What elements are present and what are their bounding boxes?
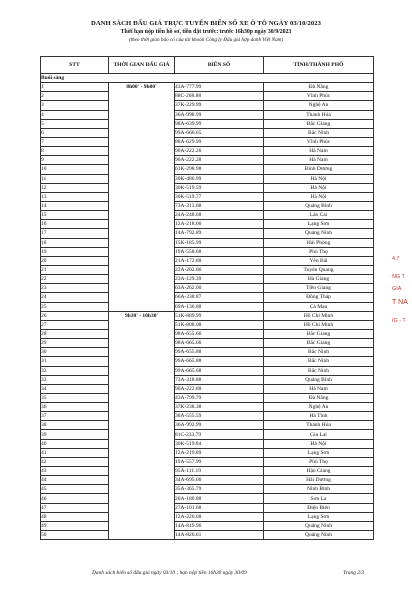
cell-stt: 37 [41,412,109,421]
table-row [41,384,374,393]
cell-plate: 99A-666.65 [175,128,264,137]
cell-city: Hải Phòng [264,238,374,247]
cell-plate: 14A-819.96 [175,521,264,530]
table-row [41,521,374,530]
cell-city: Bắc Giang [264,329,374,338]
cell-time-slot: 8h00' - 9h00' [109,83,175,312]
cell-city: Quảng Ninh [264,531,374,540]
cell-plate: 73A-318.88 [175,375,264,384]
table-row [41,448,374,457]
cell-city: Lạng Sơn [264,512,374,521]
cell-city: Đà Nẵng [264,83,374,92]
table-row [41,329,374,338]
table-row [41,174,374,183]
cell-city: Bắc Ninh [264,348,374,357]
margin-stamp-line5: IG - T [392,318,406,324]
cell-city: Quảng Bình [264,375,374,384]
cell-city: Bình Dương [264,165,374,174]
cell-stt: 13 [41,192,109,201]
cell-stt: 25 [41,302,109,311]
cell-plate: 30K-519.77 [175,192,264,201]
footer-note: Danh sách biển số đấu giá ngày 03/10 ; hạn nộp tiền 16h30 ngày 30/09 [92,570,247,576]
deadline-line: Thời hạn nộp tiền hồ sơ, tiền đặt trước: trước 16h30p ngày 30/9/2023 [120,29,292,35]
cell-stt: 2 [41,92,109,101]
cell-stt: 28 [41,329,109,338]
cell-city: Yên Bái [264,256,374,265]
cell-plate: 19A-557.99 [175,457,264,466]
table-row [41,302,374,311]
cell-stt: 16 [41,220,109,229]
cell-plate: 12A-218.66 [175,220,264,229]
table-row [41,357,374,366]
cell-plate: 90A-222.26 [175,147,264,156]
cell-stt: 44 [41,476,109,485]
cell-plate: 90A-222.28 [175,156,264,165]
cell-stt: 24 [41,293,109,302]
cell-city: Điện Biên [264,503,374,512]
table-row [41,192,374,201]
table-row [41,183,374,192]
cell-city: Hồ Chí Minh [264,311,374,320]
cell-city: Cà Mau [264,302,374,311]
cell-plate: 81C-233.79 [175,430,264,439]
cell-plate: 15K-185.99 [175,238,264,247]
cell-stt: 4 [41,110,109,119]
cell-plate: 63A-262.00 [175,284,264,293]
cell-plate: 27A-101.68 [175,503,264,512]
cell-city: Vĩnh Phúc [264,92,374,101]
cell-plate: 98A-655.66 [175,329,264,338]
cell-stt: 5 [41,119,109,128]
cell-stt: 10 [41,165,109,174]
cell-city: Hà Giang [264,275,374,284]
cell-plate: 30K-519.84 [175,439,264,448]
cell-plate: 26A-180.88 [175,494,264,503]
cell-plate: 98A-639.99 [175,119,264,128]
cell-city: Hà Nam [264,156,374,165]
cell-city: Hà Nam [264,384,374,393]
cell-plate: 43A-777.99 [175,83,264,92]
table-row [41,293,374,302]
table-row [41,494,374,503]
table-row [41,238,374,247]
table-row [41,229,374,238]
column-header-city: TỈNH/THÀNH PHỐ [264,57,374,74]
table-row [41,375,374,384]
column-header-stt: STT [41,57,109,74]
cell-stt: 49 [41,521,109,530]
table-row [41,265,374,274]
table-row [41,348,374,357]
cell-plate: 99A-665.68 [175,366,264,375]
cell-stt: 1 [41,83,109,92]
cell-city: Phú Thọ [264,247,374,256]
cell-city: Gia Lai [264,430,374,439]
cell-city: Quảng Ninh [264,229,374,238]
session-label: Buổi sáng [41,74,374,83]
cell-stt: 19 [41,247,109,256]
table-row [41,366,374,375]
cell-plate: 66A-238.87 [175,293,264,302]
cell-stt: 11 [41,174,109,183]
cell-stt: 41 [41,448,109,457]
table-row [41,430,374,439]
cell-stt: 6 [41,128,109,137]
table-row [41,256,374,265]
cell-city: Hậu Giang [264,467,374,476]
cell-stt: 45 [41,485,109,494]
cell-time-slot: 9h30' - 10h30' [109,311,175,540]
cell-stt: 34 [41,384,109,393]
cell-stt: 15 [41,211,109,220]
table-body [41,74,374,540]
cell-stt: 17 [41,229,109,238]
cell-plate: 22A-202.66 [175,265,264,274]
cell-stt: 31 [41,357,109,366]
cell-plate: 24A-248.68 [175,211,264,220]
cell-plate: 21A-172.88 [175,256,264,265]
cell-city: Bắc Ninh [264,366,374,375]
cell-stt: 7 [41,137,109,146]
cell-plate: 35A-365.79 [175,485,264,494]
cell-plate: 19A-558.68 [175,247,264,256]
table-row [41,128,374,137]
cell-city: Bắc Ninh [264,128,374,137]
table-header-row [41,57,374,74]
cell-stt: 33 [41,375,109,384]
table-row [41,476,374,485]
table-row [41,275,374,284]
cell-stt: 42 [41,457,109,466]
table-row [41,485,374,494]
session-row [41,74,374,83]
cell-city: Ninh Bình [264,485,374,494]
cell-city: Tiền Giang [264,284,374,293]
cell-plate: 69A-136.88 [175,302,264,311]
table-row [41,101,374,110]
cell-plate: 34A-695.66 [175,476,264,485]
table-row [41,311,374,320]
table-row [41,421,374,430]
table-row [41,412,374,421]
cell-plate: 37K-238.38 [175,403,264,412]
auction-table [40,56,374,540]
cell-city: Sơn La [264,494,374,503]
cell-city: Thanh Hóa [264,110,374,119]
cell-plate: 30K-486.99 [175,174,264,183]
table-row [41,467,374,476]
cell-stt: 27 [41,320,109,329]
cell-city: Hà Nam [264,147,374,156]
cell-plate: 37K-229.99 [175,101,264,110]
table-row [41,339,374,348]
cell-stt: 48 [41,512,109,521]
cell-plate: 30K-519.59 [175,183,264,192]
cell-stt: 26 [41,311,109,320]
cell-city: Nghệ An [264,101,374,110]
margin-stamp-line1: 4.7 [392,256,400,262]
cell-plate: 88A-629.99 [175,137,264,146]
cell-plate: 14A-826.61 [175,531,264,540]
cell-city: Phú Thọ [264,457,374,466]
cell-stt: 3 [41,101,109,110]
cell-plate: 98A-665.66 [175,339,264,348]
cell-city: Lào Cai [264,211,374,220]
cell-city: Lạng Sơn [264,220,374,229]
cell-stt: 30 [41,348,109,357]
table-row [41,92,374,101]
cell-city: Tuyên Quang [264,265,374,274]
table-row [41,393,374,402]
cell-plate: 73A-313.68 [175,201,264,210]
table-row [41,110,374,119]
table-row [41,512,374,521]
cell-stt: 29 [41,339,109,348]
cell-plate: 14A-792.89 [175,229,264,238]
cell-stt: 36 [41,403,109,412]
cell-plate: 23A-129.39 [175,275,264,284]
table-row [41,165,374,174]
cell-stt: 9 [41,156,109,165]
margin-stamp-line2: NG T [392,274,405,280]
table-row [41,531,374,540]
cell-plate: 90A-222.88 [175,384,264,393]
table-row [41,503,374,512]
cell-plate: 38A-555.59 [175,412,264,421]
cell-city: Hà Nội [264,174,374,183]
cell-stt: 43 [41,467,109,476]
cell-city: Quảng Bình [264,201,374,210]
cell-city: Đồng Tháp [264,293,374,302]
cell-city: Hải Dương [264,476,374,485]
table-row [41,137,374,146]
table-row [41,83,374,92]
cell-city: Lạng Sơn [264,448,374,457]
cell-city: Đà Nẵng [264,393,374,402]
cell-plate: 12A-219.89 [175,448,264,457]
cell-stt: 46 [41,494,109,503]
column-header-time: THỜI GIAN ĐẤU GIÁ [109,57,175,74]
cell-city: Quảng Ninh [264,521,374,530]
document-title: DANH SÁCH ĐẤU GIÁ TRỰC TUYẾN BIỂN SỐ XE Ô TÔ NGÀY 03/10/2023 [90,20,322,27]
cell-stt: 14 [41,201,109,210]
cell-stt: 40 [41,439,109,448]
cell-city: Bắc Giang [264,339,374,348]
cell-stt: 21 [41,265,109,274]
cell-plate: 99A-655.88 [175,348,264,357]
table-row [41,156,374,165]
page-number: Trang 2/3 [343,570,365,576]
table-row [41,439,374,448]
cell-city: Nghệ An [264,403,374,412]
cell-plate: 51K-808.08 [175,320,264,329]
cell-stt: 18 [41,238,109,247]
cell-plate: 88C-268.88 [175,92,264,101]
cell-city: Thanh Hóa [264,421,374,430]
table-row [41,201,374,210]
table-row [41,457,374,466]
cell-plate: 51K-889.99 [175,311,264,320]
table-row [41,211,374,220]
margin-stamp-line4: T NA [392,299,408,306]
column-header-plate: BIỂN SỐ [175,57,264,74]
table-row [41,247,374,256]
cell-city: Vĩnh Phúc [264,137,374,146]
note-line: (theo thời gian báo có của tài khoản Công ty Đấu giá hợp danh Việt Nam) [128,37,284,43]
cell-city: Bắc Ninh [264,357,374,366]
table-row [41,284,374,293]
cell-city: Hà Tĩnh [264,412,374,421]
cell-city: Bắc Giang [264,119,374,128]
cell-stt: 32 [41,366,109,375]
cell-city: Hà Nội [264,439,374,448]
cell-stt: 8 [41,147,109,156]
cell-stt: 20 [41,256,109,265]
cell-city: Hà Nội [264,192,374,201]
cell-stt: 22 [41,275,109,284]
cell-stt: 47 [41,503,109,512]
table-row [41,403,374,412]
margin-stamp-line3: GIÁ [392,286,402,292]
cell-plate: 12A-220.68 [175,512,264,521]
table-row [41,147,374,156]
cell-plate: 36A-992.99 [175,421,264,430]
cell-city: Hồ Chí Minh [264,320,374,329]
table-row [41,220,374,229]
cell-stt: 39 [41,430,109,439]
cell-plate: 95A-111.19 [175,467,264,476]
cell-stt: 50 [41,531,109,540]
cell-city: Hà Nội [264,183,374,192]
cell-plate: 99A-665.88 [175,357,264,366]
table-row [41,320,374,329]
cell-plate: 36A-998.99 [175,110,264,119]
cell-stt: 23 [41,284,109,293]
cell-stt: 38 [41,421,109,430]
cell-plate: 61K-298.98 [175,165,264,174]
cell-stt: 35 [41,393,109,402]
cell-plate: 43A-799.79 [175,393,264,402]
table-row [41,119,374,128]
cell-stt: 12 [41,183,109,192]
